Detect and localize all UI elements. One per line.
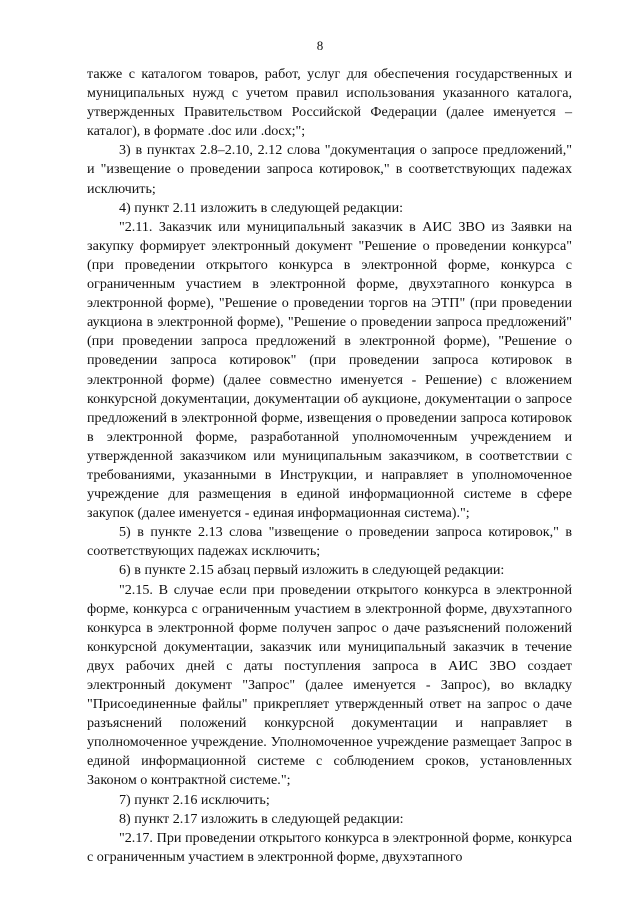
document-body — [87, 65, 572, 867]
paragraph-clause-2-11: "2.11. Заказчик или муниципальный заказчик в АИС ЗВО из Заявки на закупку формирует электронный документ "Решение о проведении конкурса" (при проведении открытого конкурса в электронной форме, конкурса с ограниченным участием в электронной форме, двухэтапного конкурса в электронной форме), "Решение о проведении торгов на ЭТП" (при проведении аукциона в электронной форме), "Решение о проведении запроса предложений" (при проведении запроса предложений в электронной форме), "Решение о проведении запроса котировок" (при проведении запроса котировок в электронной форме) (далее совместно именуется - Решение) с вложением конкурсной документации, документации об аукционе, документации о запросе предложений в электронной форме, извещения о проведении запроса котировок в электронной форме, разработанной уполномоченным учреждением и утвержденной заказчиком или муниципальным заказчиком, в соответствии с требованиями, указанными в Инструкции, и направляет в уполномоченное учреждение для размещения в единой информационной системе в сфере закупок (далее именуется - единая информационная система)."; — [87, 218, 572, 522]
paragraph-item-3: 3) в пунктах 2.8–2.10, 2.12 слова "документация о запросе предложений," и "извещение о проведении запроса котировок," в соответствующих падежах исключить; — [87, 142, 572, 197]
paragraph-item-4: 4) пункт 2.11 изложить в следующей редакции: — [119, 199, 404, 216]
paragraph-item-5: 5) в пункте 2.13 слова "извещение о проведении запроса котировок," в соответствующих падежах исключить; — [87, 524, 572, 560]
paragraph-item-8: 8) пункт 2.17 изложить в следующей редакции: — [119, 810, 404, 827]
paragraph-item-7: 7) пункт 2.16 исключить; — [119, 791, 270, 808]
paragraph-clause-2-17: "2.17. При проведении открытого конкурса в электронной форме, конкурса с ограниченным участием в электронной форме, двухэтапного — [87, 829, 572, 865]
paragraph-item-6: 6) в пункте 2.15 абзац первый изложить в следующей редакции: — [119, 562, 505, 579]
paragraph-clause-2-15: "2.15. В случае если при проведении открытого конкурса в электронной форме, конкурса с ограниченным участием в электронной форме, двухэтапного конкурса в электронной форме получен запрос о даче разъяснений положений конкурсной документации, заказчик или муниципальный заказчик в течение двух рабочих дней с даты поступления запроса в АИС ЗВО создает электронный документ "Запрос" (далее именуется - Запрос), во вкладку "Присоединенные файлы" прикрепляет утвержденный ответ на запрос о даче разъяснений положений конкурсной документации и направляет в уполномоченное учреждение. Уполномоченное учреждение размещает Запрос в единой информационной системе с соблюдением сроков, установленных Законом о контрактной системе."; — [87, 581, 572, 789]
page-number: 8 — [316, 38, 324, 53]
paragraph-catalog-continuation: также с каталогом товаров, работ, услуг для обеспечения государственных и муниципальных нужд с учетом правил использования указанного каталога, утвержденных Правительством Российской Федерации (далее именуется – каталог), в формате .doc или .docx;"; — [87, 66, 572, 140]
